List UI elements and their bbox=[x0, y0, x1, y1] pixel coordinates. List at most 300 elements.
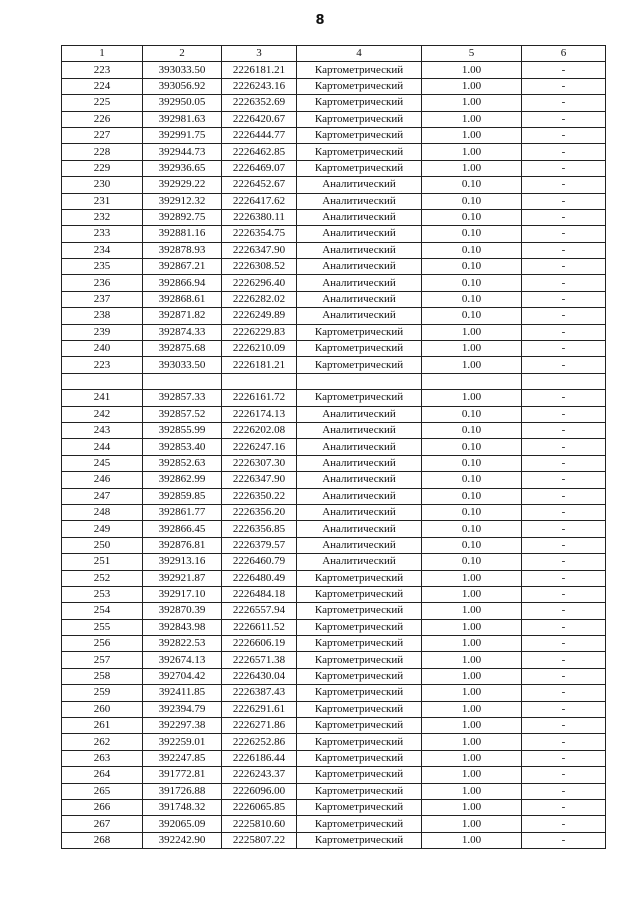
x-coordinate-cell: 392411.85 bbox=[143, 685, 222, 701]
x-coordinate-cell: 392950.05 bbox=[143, 95, 222, 111]
table-row bbox=[62, 78, 606, 94]
note-cell: - bbox=[522, 341, 606, 357]
x-coordinate-cell: 393056.92 bbox=[143, 78, 222, 94]
y-coordinate-cell: 2225810.60 bbox=[222, 816, 297, 832]
y-coordinate-cell: 2226161.72 bbox=[222, 390, 297, 406]
x-coordinate-cell: 392065.09 bbox=[143, 816, 222, 832]
x-coordinate-cell: 392853.40 bbox=[143, 439, 222, 455]
x-coordinate-cell: 392981.63 bbox=[143, 111, 222, 127]
table-body bbox=[62, 62, 606, 849]
method-cell: Картометрический bbox=[297, 783, 422, 799]
method-cell: Картометрический bbox=[297, 636, 422, 652]
method-cell: Картометрический bbox=[297, 685, 422, 701]
y-coordinate-cell: 2226444.77 bbox=[222, 127, 297, 143]
table-row bbox=[62, 144, 606, 160]
table-row bbox=[62, 734, 606, 750]
x-coordinate-cell: 392857.52 bbox=[143, 406, 222, 422]
point-number-cell: 240 bbox=[62, 341, 143, 357]
y-coordinate-cell: 2226347.90 bbox=[222, 242, 297, 258]
method-cell: Картометрический bbox=[297, 603, 422, 619]
y-coordinate-cell: 2226606.19 bbox=[222, 636, 297, 652]
table-row bbox=[62, 685, 606, 701]
y-coordinate-cell: 2226291.61 bbox=[222, 701, 297, 717]
accuracy-cell: 1.00 bbox=[422, 570, 522, 586]
y-coordinate-cell: 2226202.08 bbox=[222, 422, 297, 438]
column-header-3: 3 bbox=[222, 46, 297, 62]
accuracy-cell: 1.00 bbox=[422, 783, 522, 799]
point-number-cell: 234 bbox=[62, 242, 143, 258]
point-number-cell: 235 bbox=[62, 259, 143, 275]
point-number-cell: 229 bbox=[62, 160, 143, 176]
y-coordinate-cell: 2226387.43 bbox=[222, 685, 297, 701]
point-number-cell: 259 bbox=[62, 685, 143, 701]
note-cell: - bbox=[522, 127, 606, 143]
method-cell: Аналитический bbox=[297, 455, 422, 471]
method-cell: Картометрический bbox=[297, 816, 422, 832]
x-coordinate-cell: 392871.82 bbox=[143, 308, 222, 324]
accuracy-cell: 1.00 bbox=[422, 750, 522, 766]
point-number-cell: 242 bbox=[62, 406, 143, 422]
point-number-cell: 237 bbox=[62, 291, 143, 307]
note-cell: - bbox=[522, 799, 606, 815]
point-number-cell: 254 bbox=[62, 603, 143, 619]
method-cell: Картометрический bbox=[297, 799, 422, 815]
note-cell: - bbox=[522, 308, 606, 324]
method-cell: Картометрический bbox=[297, 62, 422, 78]
point-number-cell: 249 bbox=[62, 521, 143, 537]
y-coordinate-cell: 2226096.00 bbox=[222, 783, 297, 799]
note-cell: - bbox=[522, 357, 606, 373]
note-cell: - bbox=[522, 259, 606, 275]
accuracy-cell: 0.10 bbox=[422, 209, 522, 225]
point-number-cell: 233 bbox=[62, 226, 143, 242]
point-number-cell: 268 bbox=[62, 832, 143, 848]
x-coordinate-cell: 392855.99 bbox=[143, 422, 222, 438]
method-cell: Картометрический bbox=[297, 341, 422, 357]
accuracy-cell: 0.10 bbox=[422, 521, 522, 537]
method-cell: Картометрический bbox=[297, 586, 422, 602]
method-cell: Картометрический bbox=[297, 160, 422, 176]
y-coordinate-cell: 2226417.62 bbox=[222, 193, 297, 209]
accuracy-cell: 1.00 bbox=[422, 62, 522, 78]
y-coordinate-cell: 2226452.67 bbox=[222, 177, 297, 193]
point-number-cell: 228 bbox=[62, 144, 143, 160]
y-coordinate-cell: 2226347.90 bbox=[222, 472, 297, 488]
accuracy-cell: 1.00 bbox=[422, 668, 522, 684]
point-number-cell: 256 bbox=[62, 636, 143, 652]
table-row bbox=[62, 472, 606, 488]
accuracy-cell: 1.00 bbox=[422, 701, 522, 717]
accuracy-cell: 0.10 bbox=[422, 439, 522, 455]
x-coordinate-cell: 393033.50 bbox=[143, 357, 222, 373]
note-cell: - bbox=[522, 685, 606, 701]
x-coordinate-cell: 392394.79 bbox=[143, 701, 222, 717]
table-row bbox=[62, 275, 606, 291]
note-cell: - bbox=[522, 832, 606, 848]
table-row bbox=[62, 455, 606, 471]
y-coordinate-cell: 2226181.21 bbox=[222, 62, 297, 78]
y-coordinate-cell: 2226484.18 bbox=[222, 586, 297, 602]
y-coordinate-cell: 2226379.57 bbox=[222, 537, 297, 553]
note-cell: - bbox=[522, 95, 606, 111]
note-cell: - bbox=[522, 816, 606, 832]
point-number-cell: 243 bbox=[62, 422, 143, 438]
method-cell: Аналитический bbox=[297, 259, 422, 275]
table-row bbox=[62, 111, 606, 127]
point-number-cell: 223 bbox=[62, 62, 143, 78]
y-coordinate-cell: 2226243.16 bbox=[222, 78, 297, 94]
note-cell: - bbox=[522, 455, 606, 471]
method-cell: Аналитический bbox=[297, 521, 422, 537]
note-cell: - bbox=[522, 390, 606, 406]
x-coordinate-cell: 391748.32 bbox=[143, 799, 222, 815]
y-coordinate-cell: 2225807.22 bbox=[222, 832, 297, 848]
point-number-cell: 246 bbox=[62, 472, 143, 488]
point-number-cell: 266 bbox=[62, 799, 143, 815]
accuracy-cell: 1.00 bbox=[422, 718, 522, 734]
point-number-cell: 223 bbox=[62, 357, 143, 373]
y-coordinate-cell: 2226430.04 bbox=[222, 668, 297, 684]
point-number-cell: 227 bbox=[62, 127, 143, 143]
accuracy-cell: 1.00 bbox=[422, 341, 522, 357]
table-row bbox=[62, 193, 606, 209]
accuracy-cell: 0.10 bbox=[422, 242, 522, 258]
y-coordinate-cell: 2226247.16 bbox=[222, 439, 297, 455]
x-coordinate-cell: 392866.45 bbox=[143, 521, 222, 537]
y-coordinate-cell: 2226229.83 bbox=[222, 324, 297, 340]
note-cell: - bbox=[522, 603, 606, 619]
method-cell: Аналитический bbox=[297, 422, 422, 438]
y-coordinate-cell: 2226460.79 bbox=[222, 554, 297, 570]
x-coordinate-cell: 392259.01 bbox=[143, 734, 222, 750]
method-cell bbox=[297, 373, 422, 389]
table-row bbox=[62, 636, 606, 652]
method-cell: Аналитический bbox=[297, 177, 422, 193]
y-coordinate-cell: 2226350.22 bbox=[222, 488, 297, 504]
x-coordinate-cell: 392944.73 bbox=[143, 144, 222, 160]
note-cell: - bbox=[522, 504, 606, 520]
accuracy-cell: 1.00 bbox=[422, 78, 522, 94]
method-cell: Картометрический bbox=[297, 111, 422, 127]
y-coordinate-cell: 2226296.40 bbox=[222, 275, 297, 291]
note-cell: - bbox=[522, 62, 606, 78]
column-header-6: 6 bbox=[522, 46, 606, 62]
point-number-cell: 250 bbox=[62, 537, 143, 553]
coordinates-table bbox=[61, 45, 606, 849]
table-row bbox=[62, 357, 606, 373]
table-row bbox=[62, 718, 606, 734]
note-cell: - bbox=[522, 701, 606, 717]
table-row bbox=[62, 504, 606, 520]
x-coordinate-cell: 392878.93 bbox=[143, 242, 222, 258]
y-coordinate-cell: 2226252.86 bbox=[222, 734, 297, 750]
accuracy-cell: 0.10 bbox=[422, 291, 522, 307]
note-cell: - bbox=[522, 144, 606, 160]
method-cell: Аналитический bbox=[297, 275, 422, 291]
table-row bbox=[62, 406, 606, 422]
point-number-cell: 264 bbox=[62, 767, 143, 783]
note-cell: - bbox=[522, 422, 606, 438]
note-cell: - bbox=[522, 193, 606, 209]
x-coordinate-cell: 392297.38 bbox=[143, 718, 222, 734]
accuracy-cell: 0.10 bbox=[422, 177, 522, 193]
table-row bbox=[62, 832, 606, 848]
y-coordinate-cell: 2226308.52 bbox=[222, 259, 297, 275]
accuracy-cell: 1.00 bbox=[422, 685, 522, 701]
x-coordinate-cell: 392242.90 bbox=[143, 832, 222, 848]
accuracy-cell: 0.10 bbox=[422, 193, 522, 209]
point-number-cell: 265 bbox=[62, 783, 143, 799]
y-coordinate-cell: 2226420.67 bbox=[222, 111, 297, 127]
table-row bbox=[62, 95, 606, 111]
x-coordinate-cell: 392247.85 bbox=[143, 750, 222, 766]
y-coordinate-cell: 2226243.37 bbox=[222, 767, 297, 783]
method-cell: Аналитический bbox=[297, 439, 422, 455]
x-coordinate-cell: 393033.50 bbox=[143, 62, 222, 78]
table-row bbox=[62, 390, 606, 406]
x-coordinate-cell: 392876.81 bbox=[143, 537, 222, 553]
method-cell: Картометрический bbox=[297, 701, 422, 717]
note-cell: - bbox=[522, 406, 606, 422]
method-cell: Картометрический bbox=[297, 832, 422, 848]
note-cell: - bbox=[522, 718, 606, 734]
accuracy-cell: 1.00 bbox=[422, 95, 522, 111]
point-number-cell: 261 bbox=[62, 718, 143, 734]
note-cell: - bbox=[522, 226, 606, 242]
accuracy-cell: 0.10 bbox=[422, 554, 522, 570]
x-coordinate-cell: 392929.22 bbox=[143, 177, 222, 193]
accuracy-cell: 0.10 bbox=[422, 455, 522, 471]
note-cell: - bbox=[522, 750, 606, 766]
x-coordinate-cell: 392913.16 bbox=[143, 554, 222, 570]
point-number-cell: 260 bbox=[62, 701, 143, 717]
point-number-cell: 232 bbox=[62, 209, 143, 225]
column-header-4: 4 bbox=[297, 46, 422, 62]
page-number: 8 bbox=[315, 13, 325, 28]
y-coordinate-cell: 2226356.20 bbox=[222, 504, 297, 520]
accuracy-cell: 0.10 bbox=[422, 504, 522, 520]
table-row bbox=[62, 668, 606, 684]
x-coordinate-cell: 392857.33 bbox=[143, 390, 222, 406]
note-cell: - bbox=[522, 160, 606, 176]
accuracy-cell: 1.00 bbox=[422, 324, 522, 340]
x-coordinate-cell: 391772.81 bbox=[143, 767, 222, 783]
accuracy-cell: 0.10 bbox=[422, 472, 522, 488]
table-row bbox=[62, 341, 606, 357]
accuracy-cell: 1.00 bbox=[422, 390, 522, 406]
point-number-cell: 267 bbox=[62, 816, 143, 832]
accuracy-cell: 0.10 bbox=[422, 275, 522, 291]
table-row bbox=[62, 570, 606, 586]
column-header-2: 2 bbox=[143, 46, 222, 62]
point-number-cell: 236 bbox=[62, 275, 143, 291]
point-number-cell: 225 bbox=[62, 95, 143, 111]
method-cell: Картометрический bbox=[297, 718, 422, 734]
y-coordinate-cell: 2226611.52 bbox=[222, 619, 297, 635]
table-row bbox=[62, 439, 606, 455]
point-number-cell: 248 bbox=[62, 504, 143, 520]
table-header-row bbox=[62, 46, 606, 62]
x-coordinate-cell bbox=[143, 373, 222, 389]
point-number-cell: 224 bbox=[62, 78, 143, 94]
accuracy-cell: 1.00 bbox=[422, 111, 522, 127]
method-cell: Аналитический bbox=[297, 504, 422, 520]
x-coordinate-cell: 392852.63 bbox=[143, 455, 222, 471]
method-cell: Картометрический bbox=[297, 619, 422, 635]
note-cell: - bbox=[522, 734, 606, 750]
table-row bbox=[62, 373, 606, 389]
note-cell: - bbox=[522, 521, 606, 537]
x-coordinate-cell: 392881.16 bbox=[143, 226, 222, 242]
table-row bbox=[62, 537, 606, 553]
y-coordinate-cell: 2226271.86 bbox=[222, 718, 297, 734]
note-cell: - bbox=[522, 636, 606, 652]
y-coordinate-cell: 2226480.49 bbox=[222, 570, 297, 586]
table-row bbox=[62, 160, 606, 176]
y-coordinate-cell: 2226065.85 bbox=[222, 799, 297, 815]
table-row bbox=[62, 701, 606, 717]
note-cell: - bbox=[522, 537, 606, 553]
x-coordinate-cell: 392912.32 bbox=[143, 193, 222, 209]
x-coordinate-cell: 392867.21 bbox=[143, 259, 222, 275]
accuracy-cell: 1.00 bbox=[422, 636, 522, 652]
point-number-cell: 231 bbox=[62, 193, 143, 209]
y-coordinate-cell: 2226174.13 bbox=[222, 406, 297, 422]
y-coordinate-cell: 2226186.44 bbox=[222, 750, 297, 766]
accuracy-cell: 1.00 bbox=[422, 357, 522, 373]
accuracy-cell: 1.00 bbox=[422, 619, 522, 635]
note-cell: - bbox=[522, 439, 606, 455]
x-coordinate-cell: 392822.53 bbox=[143, 636, 222, 652]
method-cell: Картометрический bbox=[297, 144, 422, 160]
method-cell: Картометрический bbox=[297, 750, 422, 766]
x-coordinate-cell: 392704.42 bbox=[143, 668, 222, 684]
note-cell: - bbox=[522, 242, 606, 258]
x-coordinate-cell: 392892.75 bbox=[143, 209, 222, 225]
accuracy-cell: 1.00 bbox=[422, 586, 522, 602]
x-coordinate-cell: 392917.10 bbox=[143, 586, 222, 602]
method-cell: Аналитический bbox=[297, 472, 422, 488]
accuracy-cell: 1.00 bbox=[422, 799, 522, 815]
point-number-cell: 247 bbox=[62, 488, 143, 504]
method-cell: Аналитический bbox=[297, 291, 422, 307]
x-coordinate-cell: 392991.75 bbox=[143, 127, 222, 143]
table-row bbox=[62, 652, 606, 668]
accuracy-cell: 1.00 bbox=[422, 734, 522, 750]
accuracy-cell: 0.10 bbox=[422, 259, 522, 275]
accuracy-cell bbox=[422, 373, 522, 389]
y-coordinate-cell: 2226469.07 bbox=[222, 160, 297, 176]
point-number-cell: 241 bbox=[62, 390, 143, 406]
method-cell: Аналитический bbox=[297, 554, 422, 570]
table-row bbox=[62, 783, 606, 799]
method-cell: Аналитический bbox=[297, 193, 422, 209]
accuracy-cell: 1.00 bbox=[422, 144, 522, 160]
x-coordinate-cell: 392674.13 bbox=[143, 652, 222, 668]
table-row bbox=[62, 209, 606, 225]
accuracy-cell: 1.00 bbox=[422, 127, 522, 143]
y-coordinate-cell bbox=[222, 373, 297, 389]
point-number-cell: 255 bbox=[62, 619, 143, 635]
y-coordinate-cell: 2226181.21 bbox=[222, 357, 297, 373]
y-coordinate-cell: 2226380.11 bbox=[222, 209, 297, 225]
x-coordinate-cell: 392870.39 bbox=[143, 603, 222, 619]
table-row bbox=[62, 308, 606, 324]
point-number-cell: 239 bbox=[62, 324, 143, 340]
table-row bbox=[62, 62, 606, 78]
y-coordinate-cell: 2226307.30 bbox=[222, 455, 297, 471]
point-number-cell: 258 bbox=[62, 668, 143, 684]
note-cell: - bbox=[522, 488, 606, 504]
method-cell: Аналитический bbox=[297, 209, 422, 225]
method-cell: Картометрический bbox=[297, 324, 422, 340]
point-number-cell: 263 bbox=[62, 750, 143, 766]
method-cell: Картометрический bbox=[297, 127, 422, 143]
note-cell bbox=[522, 373, 606, 389]
note-cell: - bbox=[522, 209, 606, 225]
y-coordinate-cell: 2226557.94 bbox=[222, 603, 297, 619]
table-row bbox=[62, 422, 606, 438]
table-row bbox=[62, 177, 606, 193]
y-coordinate-cell: 2226462.85 bbox=[222, 144, 297, 160]
method-cell: Картометрический bbox=[297, 78, 422, 94]
accuracy-cell: 0.10 bbox=[422, 488, 522, 504]
column-header-1: 1 bbox=[62, 46, 143, 62]
method-cell: Картометрический bbox=[297, 668, 422, 684]
accuracy-cell: 1.00 bbox=[422, 816, 522, 832]
table-row bbox=[62, 324, 606, 340]
point-number-cell: 244 bbox=[62, 439, 143, 455]
accuracy-cell: 0.10 bbox=[422, 308, 522, 324]
table-row bbox=[62, 226, 606, 242]
table-row bbox=[62, 816, 606, 832]
method-cell: Аналитический bbox=[297, 242, 422, 258]
point-number-cell: 257 bbox=[62, 652, 143, 668]
table-row bbox=[62, 767, 606, 783]
note-cell: - bbox=[522, 78, 606, 94]
note-cell: - bbox=[522, 275, 606, 291]
method-cell: Картометрический bbox=[297, 734, 422, 750]
accuracy-cell: 1.00 bbox=[422, 160, 522, 176]
note-cell: - bbox=[522, 554, 606, 570]
y-coordinate-cell: 2226282.02 bbox=[222, 291, 297, 307]
table-row bbox=[62, 291, 606, 307]
method-cell: Картометрический bbox=[297, 95, 422, 111]
accuracy-cell: 1.00 bbox=[422, 832, 522, 848]
accuracy-cell: 0.10 bbox=[422, 406, 522, 422]
accuracy-cell: 0.10 bbox=[422, 226, 522, 242]
x-coordinate-cell: 392921.87 bbox=[143, 570, 222, 586]
x-coordinate-cell: 392859.85 bbox=[143, 488, 222, 504]
table-row bbox=[62, 127, 606, 143]
note-cell: - bbox=[522, 570, 606, 586]
x-coordinate-cell: 392862.99 bbox=[143, 472, 222, 488]
accuracy-cell: 0.10 bbox=[422, 422, 522, 438]
method-cell: Картометрический bbox=[297, 357, 422, 373]
x-coordinate-cell: 392874.33 bbox=[143, 324, 222, 340]
table-row bbox=[62, 259, 606, 275]
note-cell: - bbox=[522, 783, 606, 799]
accuracy-cell: 1.00 bbox=[422, 603, 522, 619]
point-number-cell: 245 bbox=[62, 455, 143, 471]
method-cell: Аналитический bbox=[297, 226, 422, 242]
x-coordinate-cell: 391726.88 bbox=[143, 783, 222, 799]
point-number-cell bbox=[62, 373, 143, 389]
table-row bbox=[62, 488, 606, 504]
method-cell: Картометрический bbox=[297, 652, 422, 668]
note-cell: - bbox=[522, 767, 606, 783]
point-number-cell: 262 bbox=[62, 734, 143, 750]
